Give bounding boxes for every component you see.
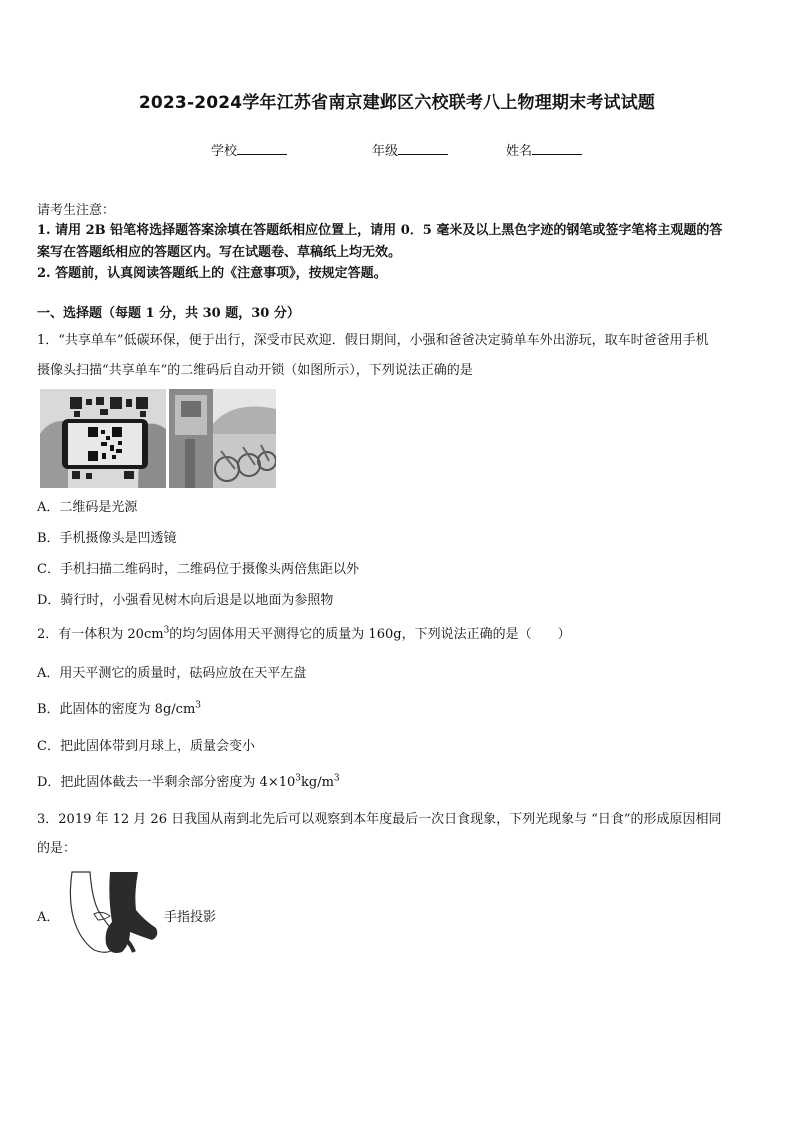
q1-option-b[interactable]: B．手机摄像头是凹透镜 (37, 531, 177, 546)
grade-blank[interactable] (398, 142, 448, 155)
school-field[interactable] (211, 140, 287, 159)
q3-stem-line-2: 的是： (37, 841, 77, 856)
q1-option-d[interactable]: D．骑行时，小强看见树木向后退是以地面为参照物 (37, 593, 334, 608)
school-label: 学校 (211, 144, 238, 159)
q1-bike-photo (169, 389, 276, 488)
q3-option-a-letter[interactable]: A． (37, 910, 60, 925)
bike-station-illustration (169, 389, 276, 488)
q2-option-b-text: B．此固体的密度为 8g/cm (37, 702, 196, 717)
q2-option-d-unit: kg/m (301, 775, 334, 790)
q1-stem-line-2: 摄像头扫描“共享单车”的二维码后自动开锁（如图所示），下列说法正确的是 (37, 363, 473, 378)
q2-option-d-text: D．把此固体截去一半剩余部分密度为 4×10 (37, 775, 296, 790)
phone-scan-illustration (40, 389, 166, 488)
finger-shadow-illustration (64, 870, 162, 958)
q2-stem-post: 的均匀固体用天平测得它的质量为 160g，下列说法正确的是（ ） (169, 627, 571, 642)
q2-option-d-sup-2: 3 (333, 773, 340, 784)
notice-item-2: 2. 答题前，认真阅读答题纸上的《注意事项》，按规定答题。 (37, 266, 387, 281)
name-label: 姓名 (506, 144, 533, 159)
notice-heading: 请考生注意： (37, 203, 116, 218)
q3-stem-line-1: 3．2019 年 12 月 26 日我国从南到北先后可以观察到本年度最后一次日食现象，下列光现象与 “日食”的形成原因相同 (37, 812, 722, 827)
q2-stem-pre: 2．有一体积为 20cm (37, 627, 164, 642)
grade-label: 年级 (372, 144, 399, 159)
q1-phone-scan-image (40, 389, 166, 488)
q2-option-d[interactable] (37, 774, 340, 792)
q3-option-a-image (64, 870, 162, 958)
page-title: 2023-2024学年江苏省南京建邺区六校联考八上物理期末考试试题 (138, 93, 656, 113)
q2-option-b-sup: 3 (195, 700, 202, 711)
notice-item-1-line-1: 1. 请用 2B 铅笔将选择题答案涂填在答题纸相应位置上，请用 0．5 毫米及以上黑色字迹的钢笔或签字笔将主观题的答 (37, 223, 723, 238)
name-field[interactable] (506, 140, 582, 159)
q2-option-a[interactable]: A．用天平测它的质量时，砝码应放在天平左盘 (37, 666, 307, 681)
name-blank[interactable] (532, 142, 582, 155)
grade-field[interactable] (372, 140, 448, 159)
q2-stem (37, 626, 571, 644)
section-heading: 一、选择题（每题 1 分，共 30 题，30 分） (37, 306, 300, 321)
q2-option-c[interactable]: C．把此固体带到月球上，质量会变小 (37, 739, 255, 754)
q1-option-a[interactable]: A．二维码是光源 (37, 500, 138, 515)
q2-option-b[interactable] (37, 701, 201, 719)
q1-option-c[interactable]: C．手机扫描二维码时，二维码位于摄像头两倍焦距以外 (37, 562, 359, 577)
q1-stem-line-1: 1．“共享单车”低碳环保，便于出行，深受市民欢迎．假日期间，小强和爸爸决定骑单车外出游玩，取车时爸爸用手机 (37, 333, 709, 348)
school-blank[interactable] (237, 142, 287, 155)
q2-stem-sup: 3 (163, 625, 170, 636)
notice-item-1-line-2: 案写在答题纸相应的答题区内。写在试题卷、草稿纸上均无效。 (37, 245, 402, 260)
q3-option-a-caption: 手指投影 (164, 910, 217, 925)
q2-option-d-sup-1: 3 (295, 773, 301, 784)
